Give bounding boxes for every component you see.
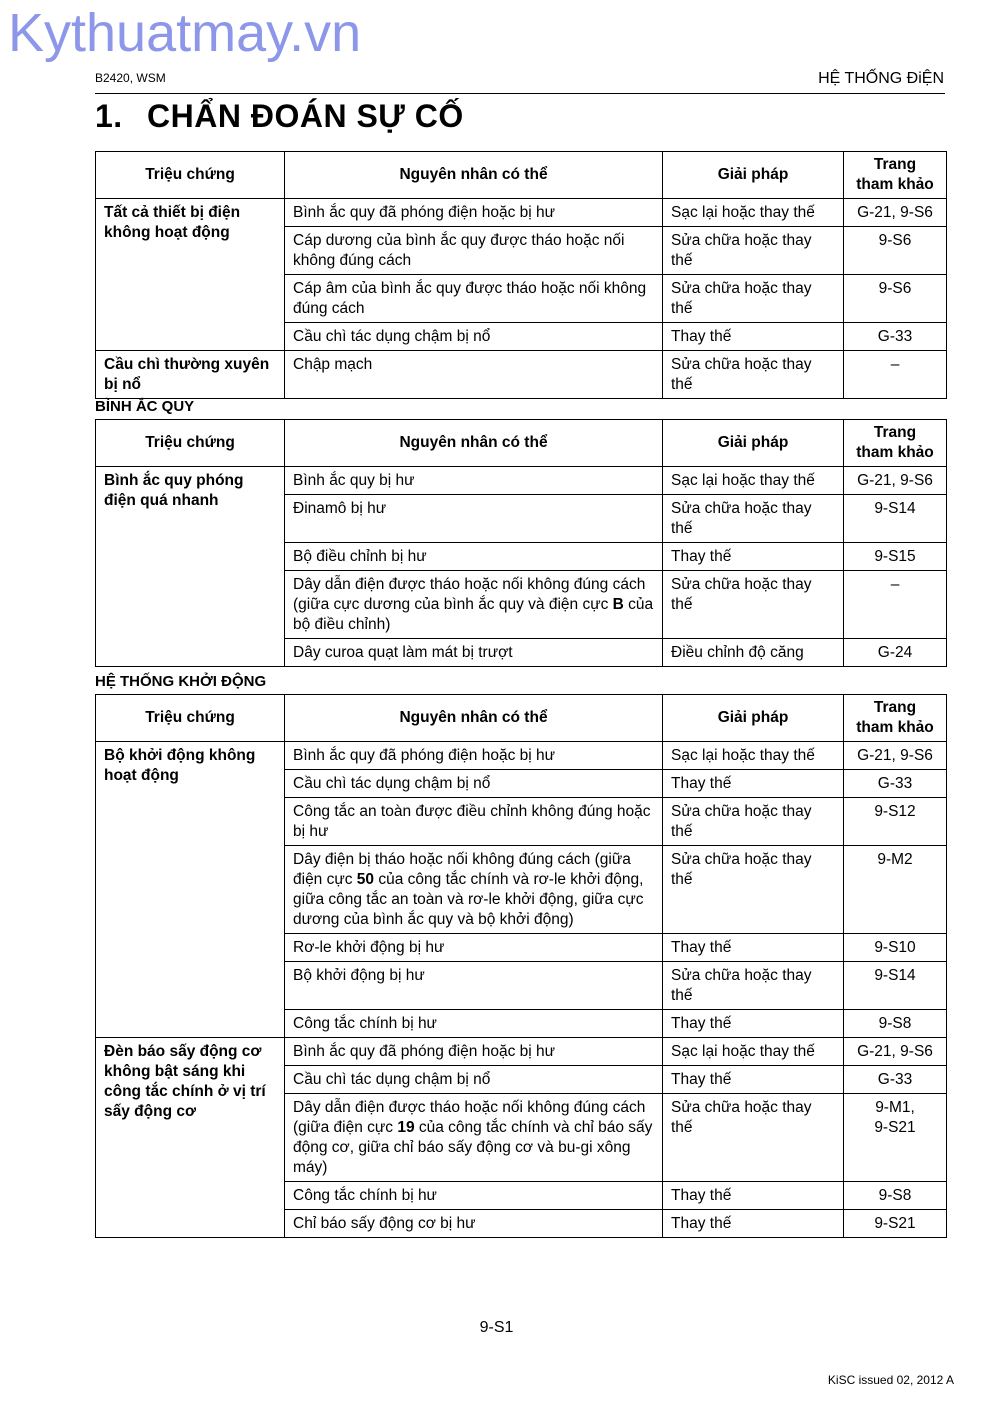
table-row: [96, 467, 947, 495]
page-title: [95, 98, 464, 135]
cause-cell: Chập mạch: [285, 351, 663, 399]
column-header: Giải pháp: [663, 152, 844, 199]
cause-cell: Dây dẫn điện được tháo hoặc nối không đúng cách (giữa cực dương của bình ắc quy và điện cực B của bộ điều chỉnh): [285, 571, 663, 639]
troubleshooting-table: [95, 694, 947, 1238]
cause-cell: Dây curoa quạt làm mát bị trượt: [285, 639, 663, 667]
reference-page-cell: 9-S8: [844, 1010, 947, 1038]
reference-page-cell: G-21, 9-S6: [844, 467, 947, 495]
reference-page-cell: G-33: [844, 1066, 947, 1094]
remedy-cell: Sạc lại hoặc thay thế: [663, 742, 844, 770]
chapter-title-text: CHẨN ĐOÁN SỰ CỐ: [147, 98, 464, 134]
remedy-cell: Thay thế: [663, 1210, 844, 1238]
column-header: Nguyên nhân có thể: [285, 420, 663, 467]
column-header: Trang tham khảo: [844, 695, 947, 742]
symptom-cell: Tất cả thiết bị điện không hoạt động: [96, 199, 285, 351]
remedy-cell: Thay thế: [663, 934, 844, 962]
table-row: [96, 199, 947, 227]
cause-cell: Công tắc chính bị hư: [285, 1010, 663, 1038]
remedy-cell: Sạc lại hoặc thay thế: [663, 199, 844, 227]
block-label: BÌNH ẮC QUY: [95, 398, 195, 415]
reference-page-cell: 9-S6: [844, 227, 947, 275]
symptom-cell: Cầu chì thường xuyên bị nổ: [96, 351, 285, 399]
remedy-cell: Thay thế: [663, 1010, 844, 1038]
column-header: Nguyên nhân có thể: [285, 695, 663, 742]
reference-page-cell: 9-S15: [844, 543, 947, 571]
remedy-cell: Sửa chữa hoặc thay thế: [663, 798, 844, 846]
reference-page-cell: 9-S6: [844, 275, 947, 323]
reference-page-cell: G-21, 9-S6: [844, 1038, 947, 1066]
cause-cell: Bình ắc quy đã phóng điện hoặc bị hư: [285, 1038, 663, 1066]
troubleshooting-block-general: [95, 151, 946, 399]
cause-cell: Bộ khởi động bị hư: [285, 962, 663, 1010]
column-header: Trang tham khảo: [844, 420, 947, 467]
cause-cell: Bình ắc quy đã phóng điện hoặc bị hư: [285, 742, 663, 770]
cause-cell: Cầu chì tác dụng chậm bị nổ: [285, 323, 663, 351]
troubleshooting-block-battery: [95, 397, 946, 667]
column-header: Nguyên nhân có thể: [285, 152, 663, 199]
remedy-cell: Sửa chữa hoặc thay thế: [663, 1094, 844, 1182]
remedy-cell: Sạc lại hoặc thay thế: [663, 1038, 844, 1066]
section-title: HỆ THỐNG ĐiỆN: [818, 70, 944, 87]
column-header: Giải pháp: [663, 695, 844, 742]
reference-page-cell: G-24: [844, 639, 947, 667]
cause-cell: Chỉ báo sấy động cơ bị hư: [285, 1210, 663, 1238]
document-id: B2420, WSM: [95, 71, 166, 85]
table-header-row: [96, 420, 947, 467]
column-header: Giải pháp: [663, 420, 844, 467]
issue-note: KiSC issued 02, 2012 A: [827, 1373, 954, 1387]
remedy-cell: Thay thế: [663, 543, 844, 571]
remedy-cell: Thay thế: [663, 1066, 844, 1094]
remedy-cell: Sửa chữa hoặc thay thế: [663, 571, 844, 639]
column-header: Triệu chứng: [96, 152, 285, 199]
table-row: [96, 1038, 947, 1066]
remedy-cell: Sửa chữa hoặc thay thế: [663, 275, 844, 323]
remedy-cell: Sửa chữa hoặc thay thế: [663, 846, 844, 934]
cause-cell: Công tắc chính bị hư: [285, 1182, 663, 1210]
troubleshooting-table: [95, 151, 947, 399]
cause-cell: Bình ắc quy bị hư: [285, 467, 663, 495]
cause-cell: Bình ắc quy đã phóng điện hoặc bị hư: [285, 199, 663, 227]
remedy-cell: Sửa chữa hoặc thay thế: [663, 495, 844, 543]
remedy-cell: Sửa chữa hoặc thay thế: [663, 962, 844, 1010]
cause-cell: Rơ-le khởi động bị hư: [285, 934, 663, 962]
reference-page-cell: 9-S14: [844, 962, 947, 1010]
block-label: HỆ THỐNG KHỞI ĐỘNG: [95, 673, 267, 690]
table-header-row: [96, 695, 947, 742]
cause-cell: Cáp âm của bình ắc quy được tháo hoặc nối không đúng cách: [285, 275, 663, 323]
cause-cell: Cầu chì tác dụng chậm bị nổ: [285, 1066, 663, 1094]
symptom-cell: Bình ắc quy phóng điện quá nhanh: [96, 467, 285, 667]
cause-cell: Đinamô bị hư: [285, 495, 663, 543]
reference-page-cell: 9-S10: [844, 934, 947, 962]
reference-page-cell: 9-S21: [844, 1210, 947, 1238]
column-header: Triệu chứng: [96, 420, 285, 467]
symptom-cell: Đèn báo sấy động cơ không bật sáng khi công tắc chính ở vị trí sấy động cơ: [96, 1038, 285, 1238]
chapter-number: 1.: [95, 98, 123, 134]
cause-cell: Công tắc an toàn được điều chỉnh không đúng hoặc bị hư: [285, 798, 663, 846]
watermark: Kythuatmay.vn: [8, 3, 362, 63]
cause-cell: Cáp dương của bình ắc quy được tháo hoặc nối không đúng cách: [285, 227, 663, 275]
reference-page-cell: 9-M2: [844, 846, 947, 934]
remedy-cell: Sạc lại hoặc thay thế: [663, 467, 844, 495]
remedy-cell: Thay thế: [663, 323, 844, 351]
table-row: [96, 351, 947, 399]
troubleshooting-table: [95, 419, 947, 667]
remedy-cell: Sửa chữa hoặc thay thế: [663, 227, 844, 275]
column-header: Trang tham khảo: [844, 152, 947, 199]
remedy-cell: Điều chỉnh độ căng: [663, 639, 844, 667]
remedy-cell: Thay thế: [663, 770, 844, 798]
reference-page-cell: G-21, 9-S6: [844, 742, 947, 770]
symptom-cell: Bộ khởi động không hoạt động: [96, 742, 285, 1038]
reference-page-cell: –: [844, 571, 947, 639]
reference-page-cell: –: [844, 351, 947, 399]
header-divider: [95, 93, 945, 94]
column-header: Triệu chứng: [96, 695, 285, 742]
page-number: 9-S1: [479, 1319, 514, 1336]
reference-page-cell: 9-S8: [844, 1182, 947, 1210]
reference-page-cell: G-33: [844, 770, 947, 798]
remedy-cell: Sửa chữa hoặc thay thế: [663, 351, 844, 399]
table-header-row: [96, 152, 947, 199]
reference-page-cell: 9-S12: [844, 798, 947, 846]
cause-cell: Bộ điều chỉnh bị hư: [285, 543, 663, 571]
cause-cell: Dây dẫn điện được tháo hoặc nối không đúng cách (giữa điện cực 19 của công tắc chính và chỉ báo sấy động cơ, giữa chỉ báo sấy động cơ và bu-gi xông máy): [285, 1094, 663, 1182]
reference-page-cell: 9-S14: [844, 495, 947, 543]
cause-cell: Dây điện bị tháo hoặc nối không đúng cách (giữa điện cực 50 của công tắc chính và rơ-le khởi động, giữa công tắc an toàn và rơ-le khởi động, giữa cực dương của bình ắc quy và bộ khởi động): [285, 846, 663, 934]
troubleshooting-block-starting-system: [95, 672, 946, 1238]
reference-page-cell: G-33: [844, 323, 947, 351]
reference-page-cell: 9-M1, 9-S21: [844, 1094, 947, 1182]
remedy-cell: Thay thế: [663, 1182, 844, 1210]
reference-page-cell: G-21, 9-S6: [844, 199, 947, 227]
cause-cell: Cầu chì tác dụng chậm bị nổ: [285, 770, 663, 798]
table-row: [96, 742, 947, 770]
